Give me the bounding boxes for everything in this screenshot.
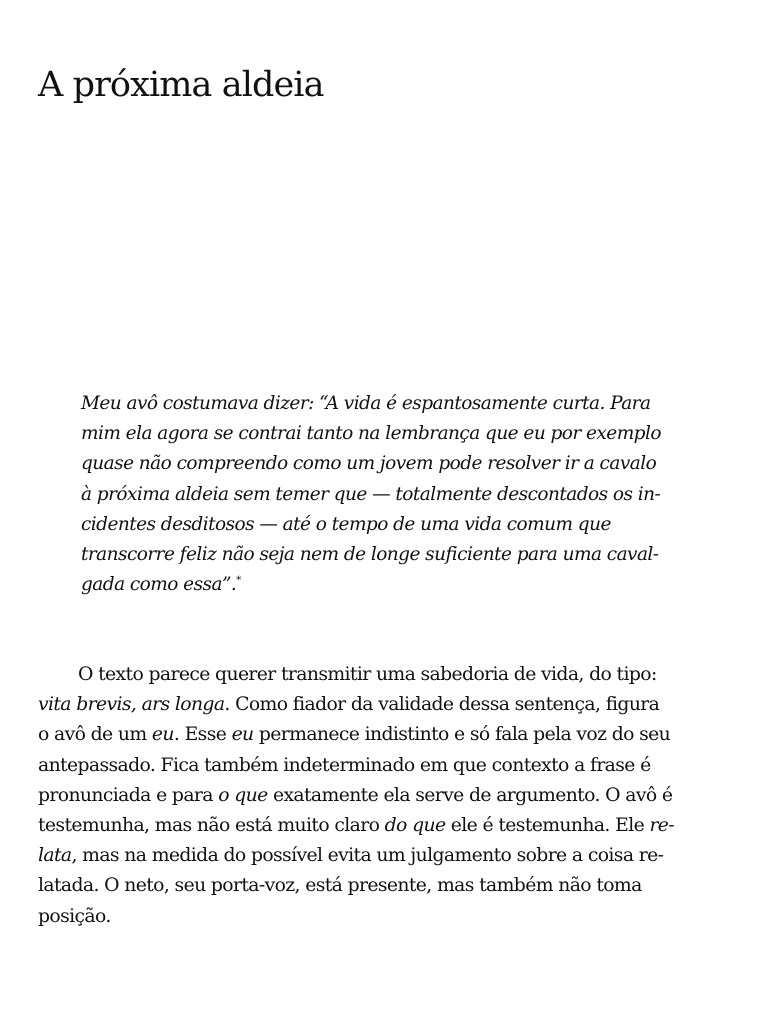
epigraph-line: mim ela agora se contrai tanto na lembrança que eu por exemplo — [81, 423, 661, 445]
paragraph-line — [38, 720, 738, 750]
paragraph-text: , mas na medida do possível evita um julgamento sobre a coisa re- — [71, 845, 664, 867]
paragraph-text: . Como fiador da validade dessa sentença, figura — [224, 694, 660, 716]
epigraph-line: cidentes desditosos — até o tempo de uma vida comum que — [81, 513, 611, 535]
epigraph-line: transcorre feliz não seja nem de longe suficiente para uma caval- — [81, 544, 659, 566]
body-paragraph — [38, 660, 738, 932]
paragraph-line: latada. O neto, seu porta-voz, está presente, mas também não toma — [38, 875, 642, 897]
paragraph-line: O texto parece querer transmitir uma sabedoria de vida, do tipo: — [78, 664, 657, 685]
emphasis: re- — [649, 815, 675, 837]
paragraph-text: exatamente ela serve de argumento. O avô é — [267, 784, 673, 806]
epigraph-line: Meu avô costumava dizer: “A vida é espantosamente curta. Para — [81, 393, 651, 414]
emphasis: lata — [38, 845, 72, 867]
paragraph-line — [38, 811, 738, 841]
epigraph-line: à próxima aldeia sem temer que — totalmente descontados os in- — [81, 483, 661, 505]
paragraph-text: . Esse — [173, 724, 232, 746]
paragraph-line — [38, 690, 738, 720]
paragraph-line: antepassado. Fica também indeterminado em que contexto a frase é — [38, 754, 651, 776]
paragraph-text: ele é testemunha. Ele — [445, 815, 650, 837]
epigraph-line-last — [81, 570, 741, 600]
emphasis: eu — [231, 724, 254, 746]
paragraph-text: pronunciada e para — [38, 784, 219, 806]
epigraph-line-text: gada como essa”. — [81, 574, 237, 596]
paragraph-text: permanece indistinto e só fala pela voz do seu — [253, 724, 671, 746]
latin-phrase: vita brevis, ars longa — [38, 694, 225, 716]
emphasis: do que — [384, 815, 446, 837]
chapter-title: A próxima aldeia — [38, 65, 324, 105]
emphasis: eu — [151, 724, 174, 746]
footnote-marker[interactable]: * — [236, 575, 241, 587]
paragraph-line: posição. — [38, 905, 111, 927]
paragraph-text: testemunha, mas não está muito claro — [38, 815, 385, 837]
paragraph-line — [38, 841, 738, 871]
epigraph-line: quase não compreendo como um jovem pode resolver ir a cavalo — [81, 453, 657, 475]
paragraph-line — [38, 781, 738, 811]
paragraph-text: o avô de um — [38, 724, 152, 746]
emphasis: o que — [218, 784, 268, 806]
epigraph-quote — [81, 389, 741, 600]
